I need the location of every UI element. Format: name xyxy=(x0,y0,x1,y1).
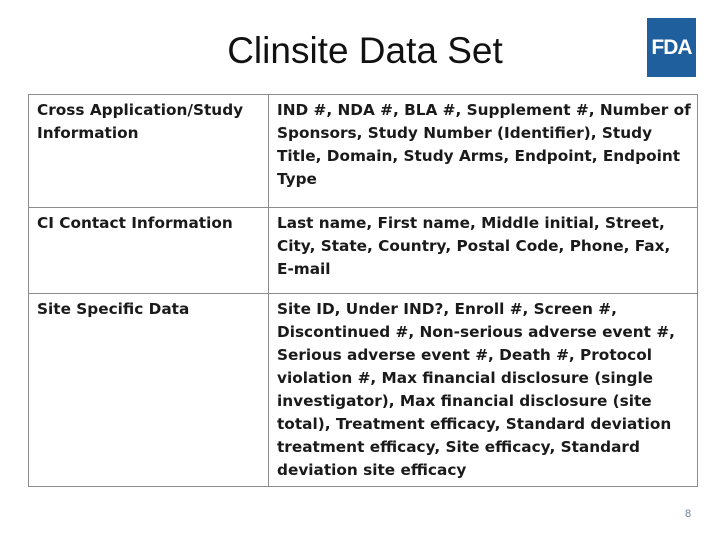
row-category: Cross Application/Study Information xyxy=(29,95,269,208)
data-set-table xyxy=(28,94,698,487)
fda-logo-text: FDA xyxy=(651,35,692,59)
row-category: Site Specific Data xyxy=(29,294,269,487)
page-number: 8 xyxy=(685,508,692,520)
table-row xyxy=(29,95,698,208)
table-row xyxy=(29,294,698,487)
fda-logo xyxy=(647,18,696,77)
slide-title: Clinsite Data Set xyxy=(227,30,503,71)
row-category: CI Contact Information xyxy=(29,208,269,294)
table-row xyxy=(29,208,698,294)
row-fields: IND #, NDA #, BLA #, Supplement #, Number of Sponsors, Study Number (Identifier), Study Title, Domain, Study Arms, Endpoint, Endpoint Type xyxy=(269,95,698,208)
row-fields: Site ID, Under IND?, Enroll #, Screen #, Discontinued #, Non-serious adverse event #, Serious adverse event #, Death #, Protocol violation #, Max financial disclosure (single investigator), Max financial disclosure (site total), Treatment efficacy, Standard deviation treatment efficacy, Site efficacy, Standard deviation site efficacy xyxy=(269,294,698,487)
row-fields: Last name, First name, Middle initial, Street, City, State, Country, Postal Code, Phone, Fax, E-mail xyxy=(269,208,698,294)
